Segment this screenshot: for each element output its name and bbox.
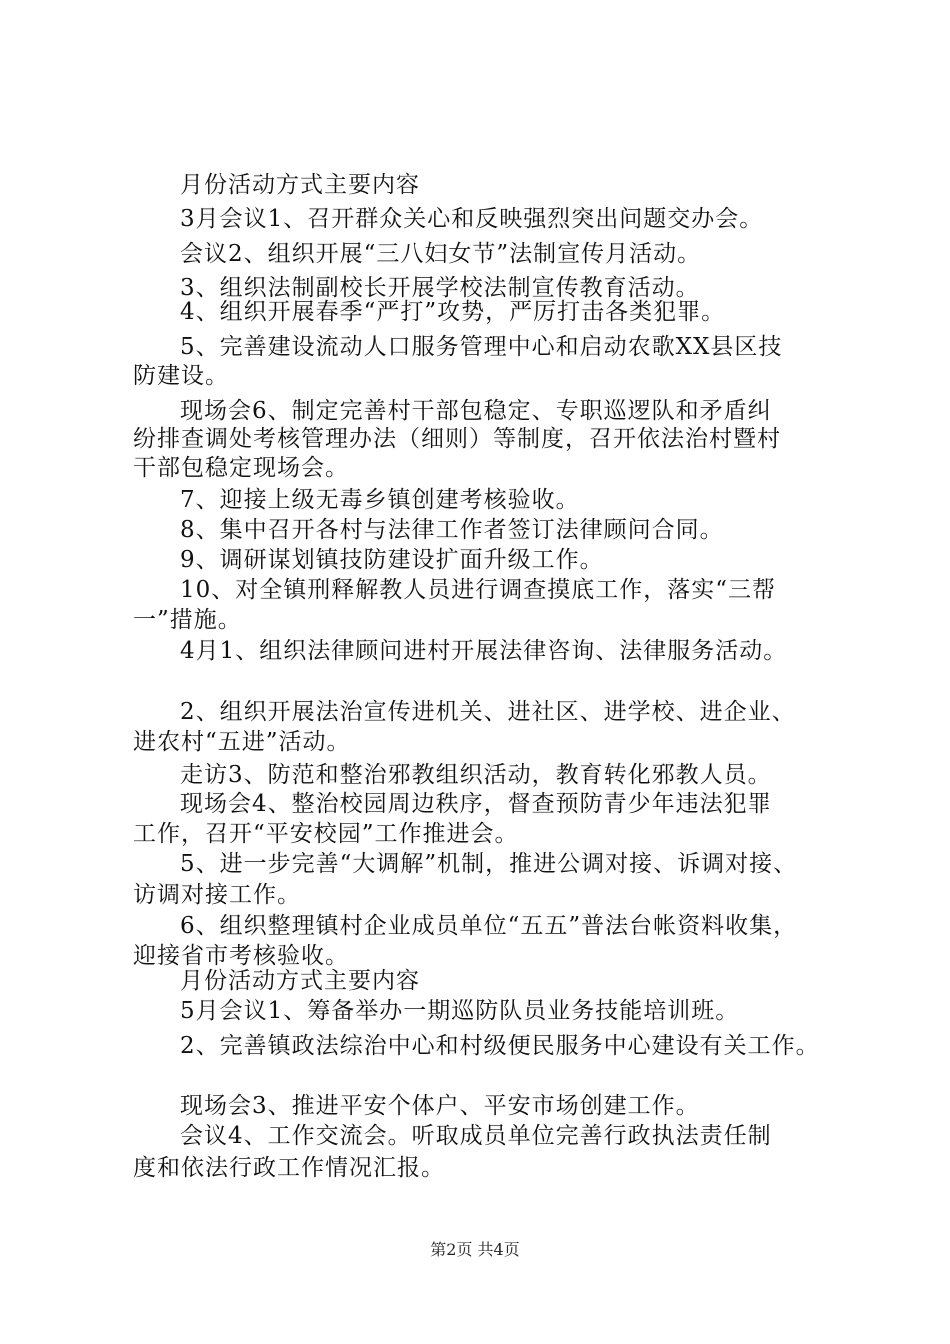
text-line: 4月1、组织法律顾问进村开展法律咨询、法律服务活动。 (180, 638, 788, 664)
text-line: 现场会3、推进平安个体户、平安市场创建工作。 (180, 1093, 700, 1119)
text-line: 一”措施。 (133, 607, 242, 633)
text-line: 走访3、防范和整治邪教组织活动，教育转化邪教人员。 (180, 762, 772, 788)
text-line: 进农村“五进”活动。 (133, 729, 351, 755)
text-line: 5、进一步完善“大调解”机制，推进公调对接、诉调对接、 (180, 851, 798, 877)
text-line: 干部包稳定现场会。 (133, 455, 349, 481)
text-line: 10、对全镇刑释解教人员进行调查摸底工作，落实“三帮 (180, 577, 777, 603)
text-line: 月份活动方式主要内容 (180, 968, 420, 994)
text-line: 会议2、组织开展“三八妇女节”法制宣传月活动。 (180, 241, 702, 267)
text-line: 迎接省市考核验收。 (133, 943, 349, 969)
text-line: 9、调研谋划镇技防建设扩面升级工作。 (180, 547, 604, 573)
text-line: 3月会议1、召开群众关心和反映强烈突出问题交办会。 (180, 206, 764, 232)
text-line: 纷排查调处考核管理办法（细则）等制度，召开依法治村暨村 (133, 426, 781, 452)
text-line: 月份活动方式主要内容 (180, 172, 420, 198)
text-line: 2、组织开展法治宣传进机关、进社区、进学校、进企业、 (180, 699, 796, 725)
text-line: 6、组织整理镇村企业成员单位“五五”普法台帐资料收集， (180, 913, 798, 939)
text-line: 5月会议1、筹备举办一期巡防队员业务技能培训班。 (180, 998, 740, 1024)
page-footer: 第2页 共4页 (430, 1240, 520, 1259)
text-line: 工作，召开“平安校园”工作推进会。 (133, 821, 519, 847)
text-line: 8、集中召开各村与法律工作者签订法律顾问合同。 (180, 517, 724, 543)
text-line: 会议4、工作交流会。听取成员单位完善行政执法责任制 (180, 1123, 772, 1149)
text-line: 防建设。 (133, 363, 229, 389)
text-line: 2、完善镇政法综治中心和村级便民服务中心建设有关工作。 (180, 1033, 820, 1059)
text-line: 4、组织开展春季“严打”攻势，严厉打击各类犯罪。 (180, 299, 726, 325)
text-line: 访调对接工作。 (133, 882, 301, 908)
text-line: 7、迎接上级无毒乡镇创建考核验收。 (180, 487, 580, 513)
text-line: 5、完善建设流动人口服务管理中心和启动农歌XX县区技 (180, 334, 783, 360)
text-line: 度和依法行政工作情况汇报。 (133, 1155, 445, 1181)
text-line: 现场会6、制定完善村干部包稳定、专职巡逻队和矛盾纠 (180, 398, 772, 424)
text-line: 现场会4、整治校园周边秩序，督查预防青少年违法犯罪 (180, 791, 772, 817)
text-line: 3、组织法制副校长开展学校法制宣传教育活动。 (180, 275, 700, 301)
